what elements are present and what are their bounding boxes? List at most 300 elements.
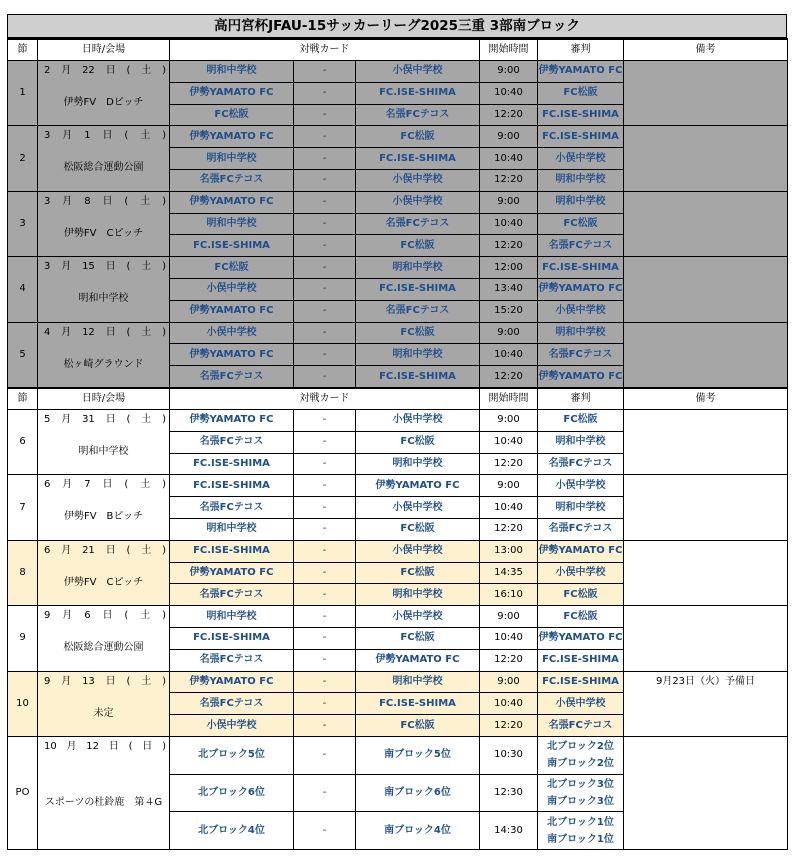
referee-team: 明和中学校 <box>538 497 624 519</box>
date-day-label: 日 <box>105 261 116 273</box>
match-date <box>38 257 169 277</box>
round-number: 4 <box>8 257 38 322</box>
home-team: 名張FCテコス <box>170 693 294 715</box>
referee-team: 伊勢YAMATO FC <box>538 540 624 562</box>
date-month-label: 月 <box>61 675 72 687</box>
date-day-label: 日 <box>105 326 116 338</box>
date-month-label: 月 <box>61 413 72 425</box>
date-day: 1 <box>84 130 91 142</box>
away-team: FC.ISE-SHIMA <box>356 148 480 170</box>
away-team: 南ブロック6位 <box>356 774 480 812</box>
date-paren-close: ) <box>162 195 166 207</box>
date-weekday: 土 <box>141 413 152 425</box>
home-team: 名張FCテコス <box>170 169 294 191</box>
vs-dash: - <box>294 344 356 366</box>
header-start: 開始時間 <box>480 39 538 61</box>
referee-team: FC松阪 <box>538 584 624 606</box>
header-start: 開始時間 <box>480 388 538 410</box>
date-paren-open: ( <box>124 610 129 622</box>
away-team: 南ブロック4位 <box>356 812 480 850</box>
home-team: 伊勢YAMATO FC <box>170 671 294 693</box>
start-time: 12:20 <box>480 169 538 191</box>
date-venue-cell <box>38 61 170 126</box>
date-venue-cell <box>38 257 170 322</box>
date-day: 6 <box>84 610 91 622</box>
note-cell: 9月23日（火）予備日 <box>624 671 788 736</box>
match-date <box>38 475 169 495</box>
note-cell <box>624 540 788 605</box>
header-match: 対戦カード <box>170 388 480 410</box>
home-team: 名張FCテコス <box>170 584 294 606</box>
match-row <box>8 61 788 83</box>
match-date <box>38 737 169 757</box>
date-day-label: 日 <box>102 610 113 622</box>
date-day-label: 日 <box>102 479 113 491</box>
date-venue-cell <box>38 126 170 191</box>
start-time: 12:20 <box>480 453 538 475</box>
date-venue-cell <box>38 191 170 256</box>
date-paren-open: ( <box>126 413 131 425</box>
date-paren-close: ) <box>162 413 166 425</box>
referee-team-1: 北ブロック3位 <box>547 778 614 790</box>
start-time: 12:30 <box>480 774 538 812</box>
away-team: FC.ISE-SHIMA <box>356 82 480 104</box>
vs-dash: - <box>294 191 356 213</box>
referee-team: 名張FCテコス <box>538 235 624 257</box>
referee-team: 明和中学校 <box>538 322 624 344</box>
away-team: 小俣中学校 <box>356 409 480 431</box>
referee-team: FC松阪 <box>538 409 624 431</box>
away-team: 伊勢YAMATO FC <box>356 475 480 497</box>
vs-dash: - <box>294 366 356 388</box>
schedule-page <box>7 14 787 850</box>
away-team: 小俣中学校 <box>356 540 480 562</box>
round-number: 8 <box>8 540 38 605</box>
referee-team: 小俣中学校 <box>538 475 624 497</box>
header-note: 備考 <box>624 39 788 61</box>
home-team: 北ブロック5位 <box>170 736 294 774</box>
match-row <box>8 126 788 148</box>
match-date <box>38 541 169 561</box>
away-team: 小俣中学校 <box>356 606 480 628</box>
home-team: FC.ISE-SHIMA <box>170 235 294 257</box>
date-day-label: 日 <box>105 544 116 556</box>
home-team: 名張FCテコス <box>170 649 294 671</box>
away-team: 名張FCテコス <box>356 213 480 235</box>
match-date <box>38 323 169 343</box>
venue: 伊勢FV Dピッチ <box>63 97 144 108</box>
date-venue-cell <box>38 606 170 671</box>
vs-dash: - <box>294 540 356 562</box>
venue: 松阪総合運動公園 <box>63 162 144 174</box>
start-time: 12:20 <box>480 715 538 737</box>
date-month: 2 <box>44 65 51 76</box>
home-team: 小俣中学校 <box>170 322 294 344</box>
date-month-label: 月 <box>61 544 72 556</box>
referee-team: FC.ISE-SHIMA <box>538 104 624 126</box>
date-venue-cell <box>38 736 170 849</box>
date-venue-cell <box>38 322 170 388</box>
start-time: 9:00 <box>480 126 538 148</box>
start-time: 9:00 <box>480 671 538 693</box>
venue: 伊勢FV Cピッチ <box>63 227 144 239</box>
home-team: 小俣中学校 <box>170 715 294 737</box>
vs-dash: - <box>294 693 356 715</box>
start-time: 9:00 <box>480 475 538 497</box>
header-referee: 審判 <box>538 388 624 410</box>
referee-team-2: 南ブロック1位 <box>547 833 614 845</box>
round-number: 9 <box>8 606 38 671</box>
away-team: FC松阪 <box>356 431 480 453</box>
referee-team: 小俣中学校 <box>538 562 624 584</box>
date-day-label: 日 <box>105 675 116 687</box>
match-date <box>38 61 169 81</box>
date-month-label: 月 <box>61 261 72 273</box>
date-day: 12 <box>86 740 100 752</box>
date-month: 4 <box>44 326 51 338</box>
vs-dash: - <box>294 812 356 850</box>
header-match: 対戦カード <box>170 39 480 61</box>
date-paren-close: ) <box>162 326 166 338</box>
note-cell <box>624 191 788 256</box>
home-team: FC.ISE-SHIMA <box>170 475 294 497</box>
date-weekday: 土 <box>140 610 151 622</box>
header-row <box>8 388 788 410</box>
match-row <box>8 191 788 213</box>
home-team: 名張FCテコス <box>170 366 294 388</box>
schedule-table <box>7 38 788 850</box>
start-time: 10:40 <box>480 497 538 519</box>
round-number: 6 <box>8 409 38 474</box>
away-team: 明和中学校 <box>356 584 480 606</box>
date-month-label: 月 <box>62 479 73 491</box>
date-day-label: 日 <box>102 195 113 207</box>
date-paren-open: ( <box>128 740 133 752</box>
away-team: 小俣中学校 <box>356 191 480 213</box>
date-weekday: 日 <box>142 740 153 752</box>
vs-dash: - <box>294 497 356 519</box>
match-row <box>8 606 788 628</box>
start-time: 10:40 <box>480 148 538 170</box>
header-round: 節 <box>8 39 38 61</box>
referee-team: 名張FCテコス <box>538 518 624 540</box>
date-venue-cell <box>38 475 170 540</box>
vs-dash: - <box>294 627 356 649</box>
away-team: 明和中学校 <box>356 257 480 279</box>
home-team: 伊勢YAMATO FC <box>170 191 294 213</box>
referee-cell <box>538 736 624 774</box>
vs-dash: - <box>294 475 356 497</box>
playoff-row <box>8 736 788 774</box>
date-month: 9 <box>44 610 51 622</box>
away-team: 名張FCテコス <box>356 300 480 322</box>
away-team: FC.ISE-SHIMA <box>356 366 480 388</box>
away-team: FC.ISE-SHIMA <box>356 278 480 300</box>
round-number: 7 <box>8 475 38 540</box>
venue: 松ヶ崎グラウンド <box>63 358 144 370</box>
match-row <box>8 475 788 497</box>
header-row <box>8 39 788 61</box>
referee-team-2: 南ブロック2位 <box>547 758 614 770</box>
date-paren-close: ) <box>162 610 166 622</box>
away-team: FC松阪 <box>356 562 480 584</box>
home-team: 明和中学校 <box>170 213 294 235</box>
venue: 明和中学校 <box>78 293 129 305</box>
home-team: 明和中学校 <box>170 61 294 83</box>
venue: 松阪総合運動公園 <box>63 642 144 654</box>
start-time: 14:30 <box>480 812 538 850</box>
home-team: 伊勢YAMATO FC <box>170 300 294 322</box>
date-day: 13 <box>82 675 95 687</box>
away-team: FC松阪 <box>356 126 480 148</box>
header-date-venue: 日時/会場 <box>38 39 170 61</box>
note-cell <box>624 736 788 849</box>
date-month: 3 <box>44 261 51 273</box>
note-cell <box>624 409 788 474</box>
vs-dash: - <box>294 715 356 737</box>
home-team: 伊勢YAMATO FC <box>170 409 294 431</box>
away-team: FC松阪 <box>356 322 480 344</box>
venue: 伊勢FV Bピッチ <box>63 511 144 523</box>
start-time: 14:35 <box>480 562 538 584</box>
home-team: FC.ISE-SHIMA <box>170 540 294 562</box>
start-time: 13:00 <box>480 540 538 562</box>
venue: 伊勢FV Cピッチ <box>63 576 144 588</box>
referee-team: 伊勢YAMATO FC <box>538 366 624 388</box>
date-month-label: 月 <box>62 610 73 622</box>
away-team: FC松阪 <box>356 715 480 737</box>
vs-dash: - <box>294 148 356 170</box>
start-time: 9:00 <box>480 191 538 213</box>
note-cell <box>624 606 788 671</box>
date-month: 6 <box>44 479 51 491</box>
date-day: 8 <box>84 195 91 207</box>
referee-team-2: 南ブロック3位 <box>547 795 614 807</box>
vs-dash: - <box>294 169 356 191</box>
date-paren-close: ) <box>162 740 166 752</box>
date-day: 15 <box>82 261 95 273</box>
vs-dash: - <box>294 409 356 431</box>
start-time: 12:20 <box>480 518 538 540</box>
away-team: 伊勢YAMATO FC <box>356 649 480 671</box>
date-month-label: 月 <box>61 326 72 338</box>
match-row <box>8 409 788 431</box>
date-day: 22 <box>82 65 95 76</box>
header-date-venue: 日時/会場 <box>38 388 170 410</box>
vs-dash: - <box>294 322 356 344</box>
vs-dash: - <box>294 126 356 148</box>
home-team: FC松阪 <box>170 104 294 126</box>
referee-team: 明和中学校 <box>538 169 624 191</box>
date-weekday: 土 <box>141 544 152 556</box>
match-row <box>8 322 788 344</box>
vs-dash: - <box>294 649 356 671</box>
referee-team: FC.ISE-SHIMA <box>538 671 624 693</box>
vs-dash: - <box>294 235 356 257</box>
away-team: FC松阪 <box>356 627 480 649</box>
date-month: 3 <box>44 130 51 142</box>
round-number: 3 <box>8 191 38 256</box>
vs-dash: - <box>294 584 356 606</box>
home-team: 北ブロック4位 <box>170 812 294 850</box>
away-team: 明和中学校 <box>356 344 480 366</box>
home-team: 伊勢YAMATO FC <box>170 82 294 104</box>
vs-dash: - <box>294 774 356 812</box>
referee-team: 小俣中学校 <box>538 148 624 170</box>
note-cell <box>624 475 788 540</box>
start-time: 10:40 <box>480 431 538 453</box>
date-paren-open: ( <box>126 544 131 556</box>
date-paren-close: ) <box>162 544 166 556</box>
date-paren-close: ) <box>162 65 166 76</box>
date-paren-close: ) <box>162 479 166 491</box>
vs-dash: - <box>294 736 356 774</box>
date-weekday: 土 <box>141 261 152 273</box>
start-time: 10:40 <box>480 627 538 649</box>
match-date <box>38 192 169 212</box>
match-date <box>38 672 169 692</box>
date-weekday: 土 <box>141 65 152 76</box>
referee-team: FC.ISE-SHIMA <box>538 257 624 279</box>
match-row <box>8 257 788 279</box>
away-team: 小俣中学校 <box>356 61 480 83</box>
home-team: 明和中学校 <box>170 518 294 540</box>
match-date <box>38 410 169 430</box>
date-paren-open: ( <box>126 675 131 687</box>
date-month: 3 <box>44 195 51 207</box>
round-number: 1 <box>8 61 38 126</box>
venue: スポーツの杜鈴鹿 第４G <box>44 796 163 808</box>
date-day: 31 <box>82 413 95 425</box>
start-time: 10:30 <box>480 736 538 774</box>
referee-team: 名張FCテコス <box>538 344 624 366</box>
referee-team-1: 北ブロック2位 <box>547 741 614 753</box>
date-weekday: 土 <box>140 479 151 491</box>
away-team: FC松阪 <box>356 518 480 540</box>
referee-team: FC松阪 <box>538 606 624 628</box>
start-time: 9:00 <box>480 61 538 83</box>
referee-team: 明和中学校 <box>538 431 624 453</box>
date-month-label: 月 <box>61 65 72 76</box>
match-row <box>8 540 788 562</box>
home-team: 名張FCテコス <box>170 431 294 453</box>
date-month: 5 <box>44 413 51 425</box>
vs-dash: - <box>294 453 356 475</box>
venue: 明和中学校 <box>78 445 129 457</box>
date-paren-open: ( <box>126 65 131 76</box>
date-venue-cell <box>38 409 170 474</box>
away-team: 小俣中学校 <box>356 497 480 519</box>
date-paren-close: ) <box>162 675 166 687</box>
vs-dash: - <box>294 213 356 235</box>
vs-dash: - <box>294 562 356 584</box>
home-team: 北ブロック6位 <box>170 774 294 812</box>
note-cell <box>624 322 788 388</box>
referee-team: 小俣中学校 <box>538 300 624 322</box>
match-row <box>8 671 788 693</box>
start-time: 13:40 <box>480 278 538 300</box>
referee-cell <box>538 812 624 850</box>
date-month-label: 月 <box>66 740 77 752</box>
date-day: 7 <box>84 479 91 491</box>
away-team: 名張FCテコス <box>356 104 480 126</box>
home-team: 小俣中学校 <box>170 278 294 300</box>
date-weekday: 土 <box>141 326 152 338</box>
home-team: 名張FCテコス <box>170 497 294 519</box>
away-team: 小俣中学校 <box>356 169 480 191</box>
referee-team: 小俣中学校 <box>538 693 624 715</box>
start-time: 12:20 <box>480 366 538 388</box>
date-weekday: 土 <box>140 130 151 142</box>
referee-team: 名張FCテコス <box>538 453 624 475</box>
home-team: 明和中学校 <box>170 606 294 628</box>
referee-team: 伊勢YAMATO FC <box>538 627 624 649</box>
start-time: 10:40 <box>480 213 538 235</box>
start-time: 10:40 <box>480 82 538 104</box>
date-paren-open: ( <box>126 326 131 338</box>
referee-team: 伊勢YAMATO FC <box>538 61 624 83</box>
date-paren-open: ( <box>124 479 129 491</box>
away-team: 明和中学校 <box>356 671 480 693</box>
date-paren-close: ) <box>162 130 166 142</box>
start-time: 12:00 <box>480 257 538 279</box>
date-day-label: 日 <box>102 130 113 142</box>
vs-dash: - <box>294 518 356 540</box>
vs-dash: - <box>294 300 356 322</box>
date-month: 6 <box>44 544 51 556</box>
start-time: 9:00 <box>480 322 538 344</box>
start-time: 12:20 <box>480 104 538 126</box>
start-time: 15:20 <box>480 300 538 322</box>
round-number: PO <box>8 736 38 849</box>
referee-team: FC.ISE-SHIMA <box>538 126 624 148</box>
date-paren-open: ( <box>126 261 131 273</box>
away-team: FC松阪 <box>356 235 480 257</box>
referee-team: 伊勢YAMATO FC <box>538 278 624 300</box>
home-team: FC.ISE-SHIMA <box>170 627 294 649</box>
vs-dash: - <box>294 104 356 126</box>
vs-dash: - <box>294 606 356 628</box>
home-team: FC.ISE-SHIMA <box>170 453 294 475</box>
header-round: 節 <box>8 388 38 410</box>
start-time: 9:00 <box>480 409 538 431</box>
date-day-label: 日 <box>105 413 116 425</box>
start-time: 10:40 <box>480 344 538 366</box>
vs-dash: - <box>294 278 356 300</box>
date-day-label: 日 <box>108 740 119 752</box>
start-time: 12:20 <box>480 235 538 257</box>
date-month-label: 月 <box>62 195 73 207</box>
venue: 未定 <box>93 707 114 719</box>
referee-team: FC.ISE-SHIMA <box>538 649 624 671</box>
round-number: 10 <box>8 671 38 736</box>
date-day: 21 <box>82 544 95 556</box>
page-title: 高円宮杯JFAU-15サッカーリーグ2025三重 3部南ブロック <box>7 14 787 38</box>
round-number: 5 <box>8 322 38 388</box>
date-paren-close: ) <box>162 261 166 273</box>
away-team: 南ブロック5位 <box>356 736 480 774</box>
date-day-label: 日 <box>105 65 116 76</box>
referee-team: 名張FCテコス <box>538 715 624 737</box>
match-date <box>38 126 169 146</box>
home-team: 伊勢YAMATO FC <box>170 344 294 366</box>
referee-team-1: 北ブロック1位 <box>547 816 614 828</box>
home-team: 伊勢YAMATO FC <box>170 126 294 148</box>
date-day: 12 <box>82 326 95 338</box>
referee-team: 明和中学校 <box>538 191 624 213</box>
home-team: 明和中学校 <box>170 148 294 170</box>
header-note: 備考 <box>624 388 788 410</box>
